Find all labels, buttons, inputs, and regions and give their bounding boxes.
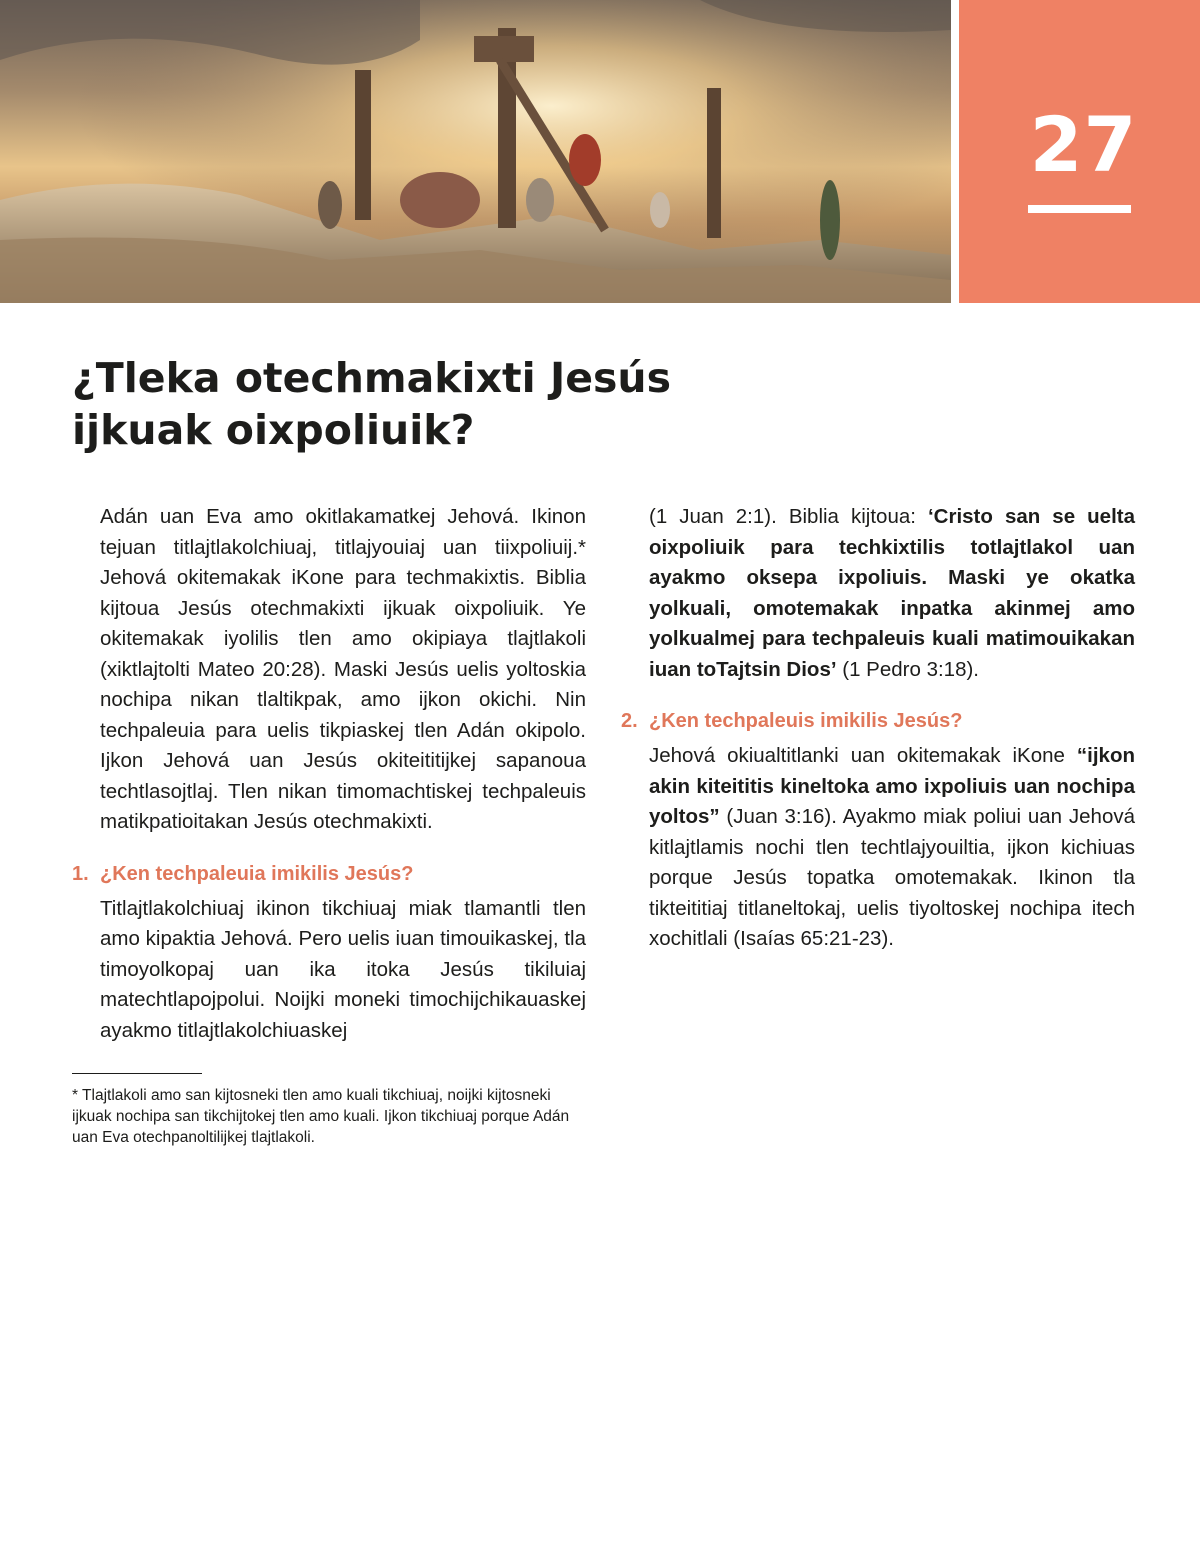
intro-paragraph: Adán uan Eva amo okitlakamatkej Jehová. Ikinon tejuan titlajtlakolchiuaj, titlajyouiaj uan tiixpoliuij.* Jehová okitemakak iKone para techmakixtis. Biblia kijtoua Jesús otechmakixti ijkuak oixpoliuik. Ye okitemakak iyolilis tlen amo okipiaya tlajtlakoli (xiktlajtolti Mateo 20:28). Maski Jesús uelis yoltoskia nochipa nikan tlaltikpak, amo ijkon okichi. Nin techpaleuia para uelis tikpiaskej tlen Adán okipolo. Ijkon Jehová uan Jesús okiteititijkej sapanoua techtlasojtlaj. Tlen nikan timomachtiskej techpaleuis matikpatioitakan Jesús otechmakixti. [100,505,586,833]
left-column [72,502,586,1046]
crucifixion-illustration [0,0,951,303]
question-2-text-start: Jehová okiualtitlanki uan okitemakak iKone [649,744,1077,767]
title-line-2: ijkuak oixpoliuik? [72,406,475,454]
page-title [72,352,792,456]
question-2-paragraph [621,741,1135,955]
question-2-heading [621,707,1135,735]
right-column [621,502,1135,955]
footnote: * Tlajtlakoli amo san kijtosneki tlen amo kuali tikchiuaj, noijki kijtosneki ijkuak nochipa san tikchijtokej tlen amo kuali. Ijkon tikchiuaj porque Adán uan Eva otechpanoltilijkej tlajtlakoli. [72,1087,570,1146]
hero-image [0,0,951,303]
title-line-1: ¿Tleka otechmakixti Jesús [72,354,672,402]
question-2-scripture-quote: “ijkon akin kiteititis kineltoka amo ixpoliuis uan nochipa yoltos” [649,744,1135,828]
question-1-paragraph-continued [621,502,1135,685]
lesson-number: 27 [1029,100,1138,189]
question-2-text-end: (Juan 3:16). Ayakmo miak poliui uan Jehová kitlajtlamis nochi tlen techtlajyouiltia, ijkon kichiuas porque Jesús topatka omotemakak. Ikinon tla tikteititiaj titlaneltokaj, uelis tiyoltoskej nochipa itech xochitlali (Isaías 65:21-23). [649,805,1135,950]
scripture-citation: (1 Juan 2:1). Biblia kijtoua: [649,505,928,528]
question-1-text: ¿Ken techpaleuia imikilis Jesús? [100,862,414,885]
question-1-paragraph: Titlajtlakolchiuaj ikinon tikchiuaj miak tlamantli tlen amo kipaktia Jehová. Pero uelis iuan timouikaskej, tla timoyolkopaj uan ika itoka Jesús tikiluiaj matechtlapojpolui. Noijki moneki timochijchikauaskej ayakmo titlajtlakolchiuaskej [100,896,586,1042]
footnote-divider [72,1073,202,1074]
scripture-quote: ‘Cristo san se uelta oixpoliuik para techkixtilis totlajtlakol uan ayakmo oksepa ixpoliuis. Maski ye okatka yolkuali, omotemakak inpatka akinmej amo yolkualmej para techpaleuis kuali matimouikakan iuan toTajtsin Dios’ [649,505,1135,681]
lesson-badge [959,0,1200,303]
question-1-number: 1. [72,862,89,885]
lesson-number-underline [1028,205,1131,213]
question-1-heading [72,860,586,888]
question-2-text: ¿Ken techpaleuis imikilis Jesús? [649,710,963,732]
question-2-number: 2. [621,710,638,732]
scripture-reference: (1 Pedro 3:18). [836,657,979,681]
